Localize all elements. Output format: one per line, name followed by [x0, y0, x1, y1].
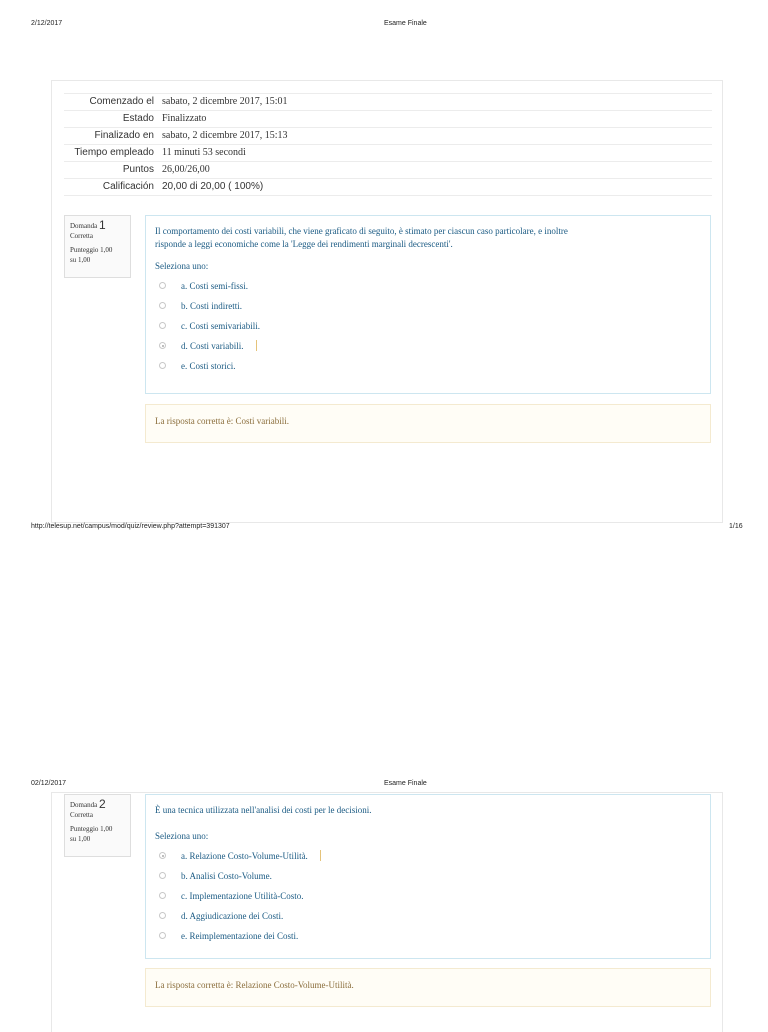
summary-label: Estado — [64, 111, 158, 128]
page-date: 02/12/2017 — [31, 780, 67, 787]
question-number: 1 — [98, 218, 106, 232]
summary-label: Tiempo empleado — [64, 145, 158, 162]
option-label: e. Reimplementazione dei Costi. — [181, 931, 299, 941]
option-label: d. Aggiudicazione dei Costi. — [181, 911, 284, 921]
summary-value: sabato, 2 dicembre 2017, 15:01 — [158, 94, 712, 111]
question-label: Domanda — [70, 801, 98, 809]
summary-row-grade — [64, 179, 712, 196]
page-title: Esame Finale — [384, 20, 427, 27]
option-label: e. Costi storici. — [181, 361, 236, 371]
summary-row-finished — [64, 128, 712, 145]
radio-button-selected[interactable] — [159, 342, 166, 349]
summary-label: Finalizado en — [64, 128, 158, 145]
question-text-line: È una tecnica utilizzata nell'analisi dei costi per le decisioni. — [155, 805, 372, 815]
answer-prompt: Seleziona uno: — [155, 261, 209, 271]
summary-row-started — [64, 94, 712, 111]
question-text-line: risponde a leggi economiche come la 'Legge dei rendimenti marginali decrescenti'. — [155, 239, 453, 249]
question-2-info — [64, 794, 131, 857]
answer-option-c[interactable] — [155, 316, 701, 336]
page-title: Esame Finale — [384, 780, 427, 787]
summary-label: Comenzado el — [64, 94, 158, 111]
summary-label: Calificación — [64, 179, 158, 196]
page-footer-url: http://telesup.net/campus/mod/quiz/review.php?attempt=391307 — [31, 523, 230, 530]
answer-option-b[interactable] — [155, 296, 701, 316]
radio-button[interactable] — [159, 302, 166, 309]
right-answer-text: La risposta corretta è: Costi variabili. — [155, 416, 289, 426]
correct-mark-icon — [320, 850, 321, 861]
option-label: a. Costi semi-fissi. — [181, 281, 248, 291]
question-1-info — [64, 215, 131, 278]
option-label: b. Costi indiretti. — [181, 301, 243, 311]
correct-mark-icon — [256, 340, 257, 351]
question-label: Domanda — [70, 222, 98, 230]
radio-button[interactable] — [159, 912, 166, 919]
attempt-summary-table — [64, 93, 712, 196]
summary-row-time-taken — [64, 145, 712, 162]
answer-option-c[interactable] — [155, 886, 701, 906]
option-label: a. Relazione Costo-Volume-Utilità. — [181, 851, 308, 861]
summary-value: 26,00/26,00 — [158, 162, 712, 179]
answer-option-b[interactable] — [155, 866, 701, 886]
summary-value: Finalizzato — [158, 111, 712, 128]
option-label: c. Costi semivariabili. — [181, 321, 260, 331]
radio-button-selected[interactable] — [159, 852, 166, 859]
question-score: Punteggio 1,00 — [70, 246, 113, 254]
answer-option-a[interactable] — [155, 276, 701, 296]
radio-button[interactable] — [159, 892, 166, 899]
radio-button[interactable] — [159, 322, 166, 329]
summary-row-state — [64, 111, 712, 128]
page-number: 1/16 — [729, 523, 743, 530]
answer-option-a[interactable] — [155, 846, 701, 866]
question-score-of: su 1,00 — [70, 835, 91, 843]
answer-options — [155, 846, 701, 946]
page-date: 2/12/2017 — [31, 20, 63, 27]
question-text-line: Il comportamento dei costi variabili, che viene graficato di seguito, è stimato per ciascun caso particolare, e inoltre — [155, 226, 568, 236]
radio-button[interactable] — [159, 362, 166, 369]
answer-option-d[interactable] — [155, 906, 701, 926]
radio-button[interactable] — [159, 282, 166, 289]
summary-label: Puntos — [64, 162, 158, 179]
option-label: b. Analisi Costo-Volume. — [181, 871, 272, 881]
question-2-feedback — [145, 968, 711, 1007]
answer-options — [155, 276, 701, 376]
answer-prompt: Seleziona uno: — [155, 831, 209, 841]
summary-value: sabato, 2 dicembre 2017, 15:13 — [158, 128, 712, 145]
option-label: c. Implementazione Utilità-Costo. — [181, 891, 304, 901]
radio-button[interactable] — [159, 872, 166, 879]
question-status: Corretta — [70, 811, 93, 819]
summary-row-marks — [64, 162, 712, 179]
answer-option-d[interactable] — [155, 336, 701, 356]
question-score: Punteggio 1,00 — [70, 825, 113, 833]
option-label: d. Costi variabili. — [181, 341, 244, 351]
question-score-of: su 1,00 — [70, 256, 91, 264]
question-number: 2 — [98, 797, 106, 811]
summary-value: 11 minuti 53 secondi — [158, 145, 712, 162]
answer-option-e[interactable] — [155, 926, 701, 946]
question-status: Corretta — [70, 232, 93, 240]
question-2-content — [145, 794, 711, 959]
right-answer-text: La risposta corretta è: Relazione Costo-Volume-Utilità. — [155, 980, 354, 990]
radio-button[interactable] — [159, 932, 166, 939]
question-1-feedback — [145, 404, 711, 443]
question-1-content — [145, 215, 711, 394]
answer-option-e[interactable] — [155, 356, 701, 376]
summary-value: 20,00 di 20,00 ( 100%) — [158, 179, 712, 196]
